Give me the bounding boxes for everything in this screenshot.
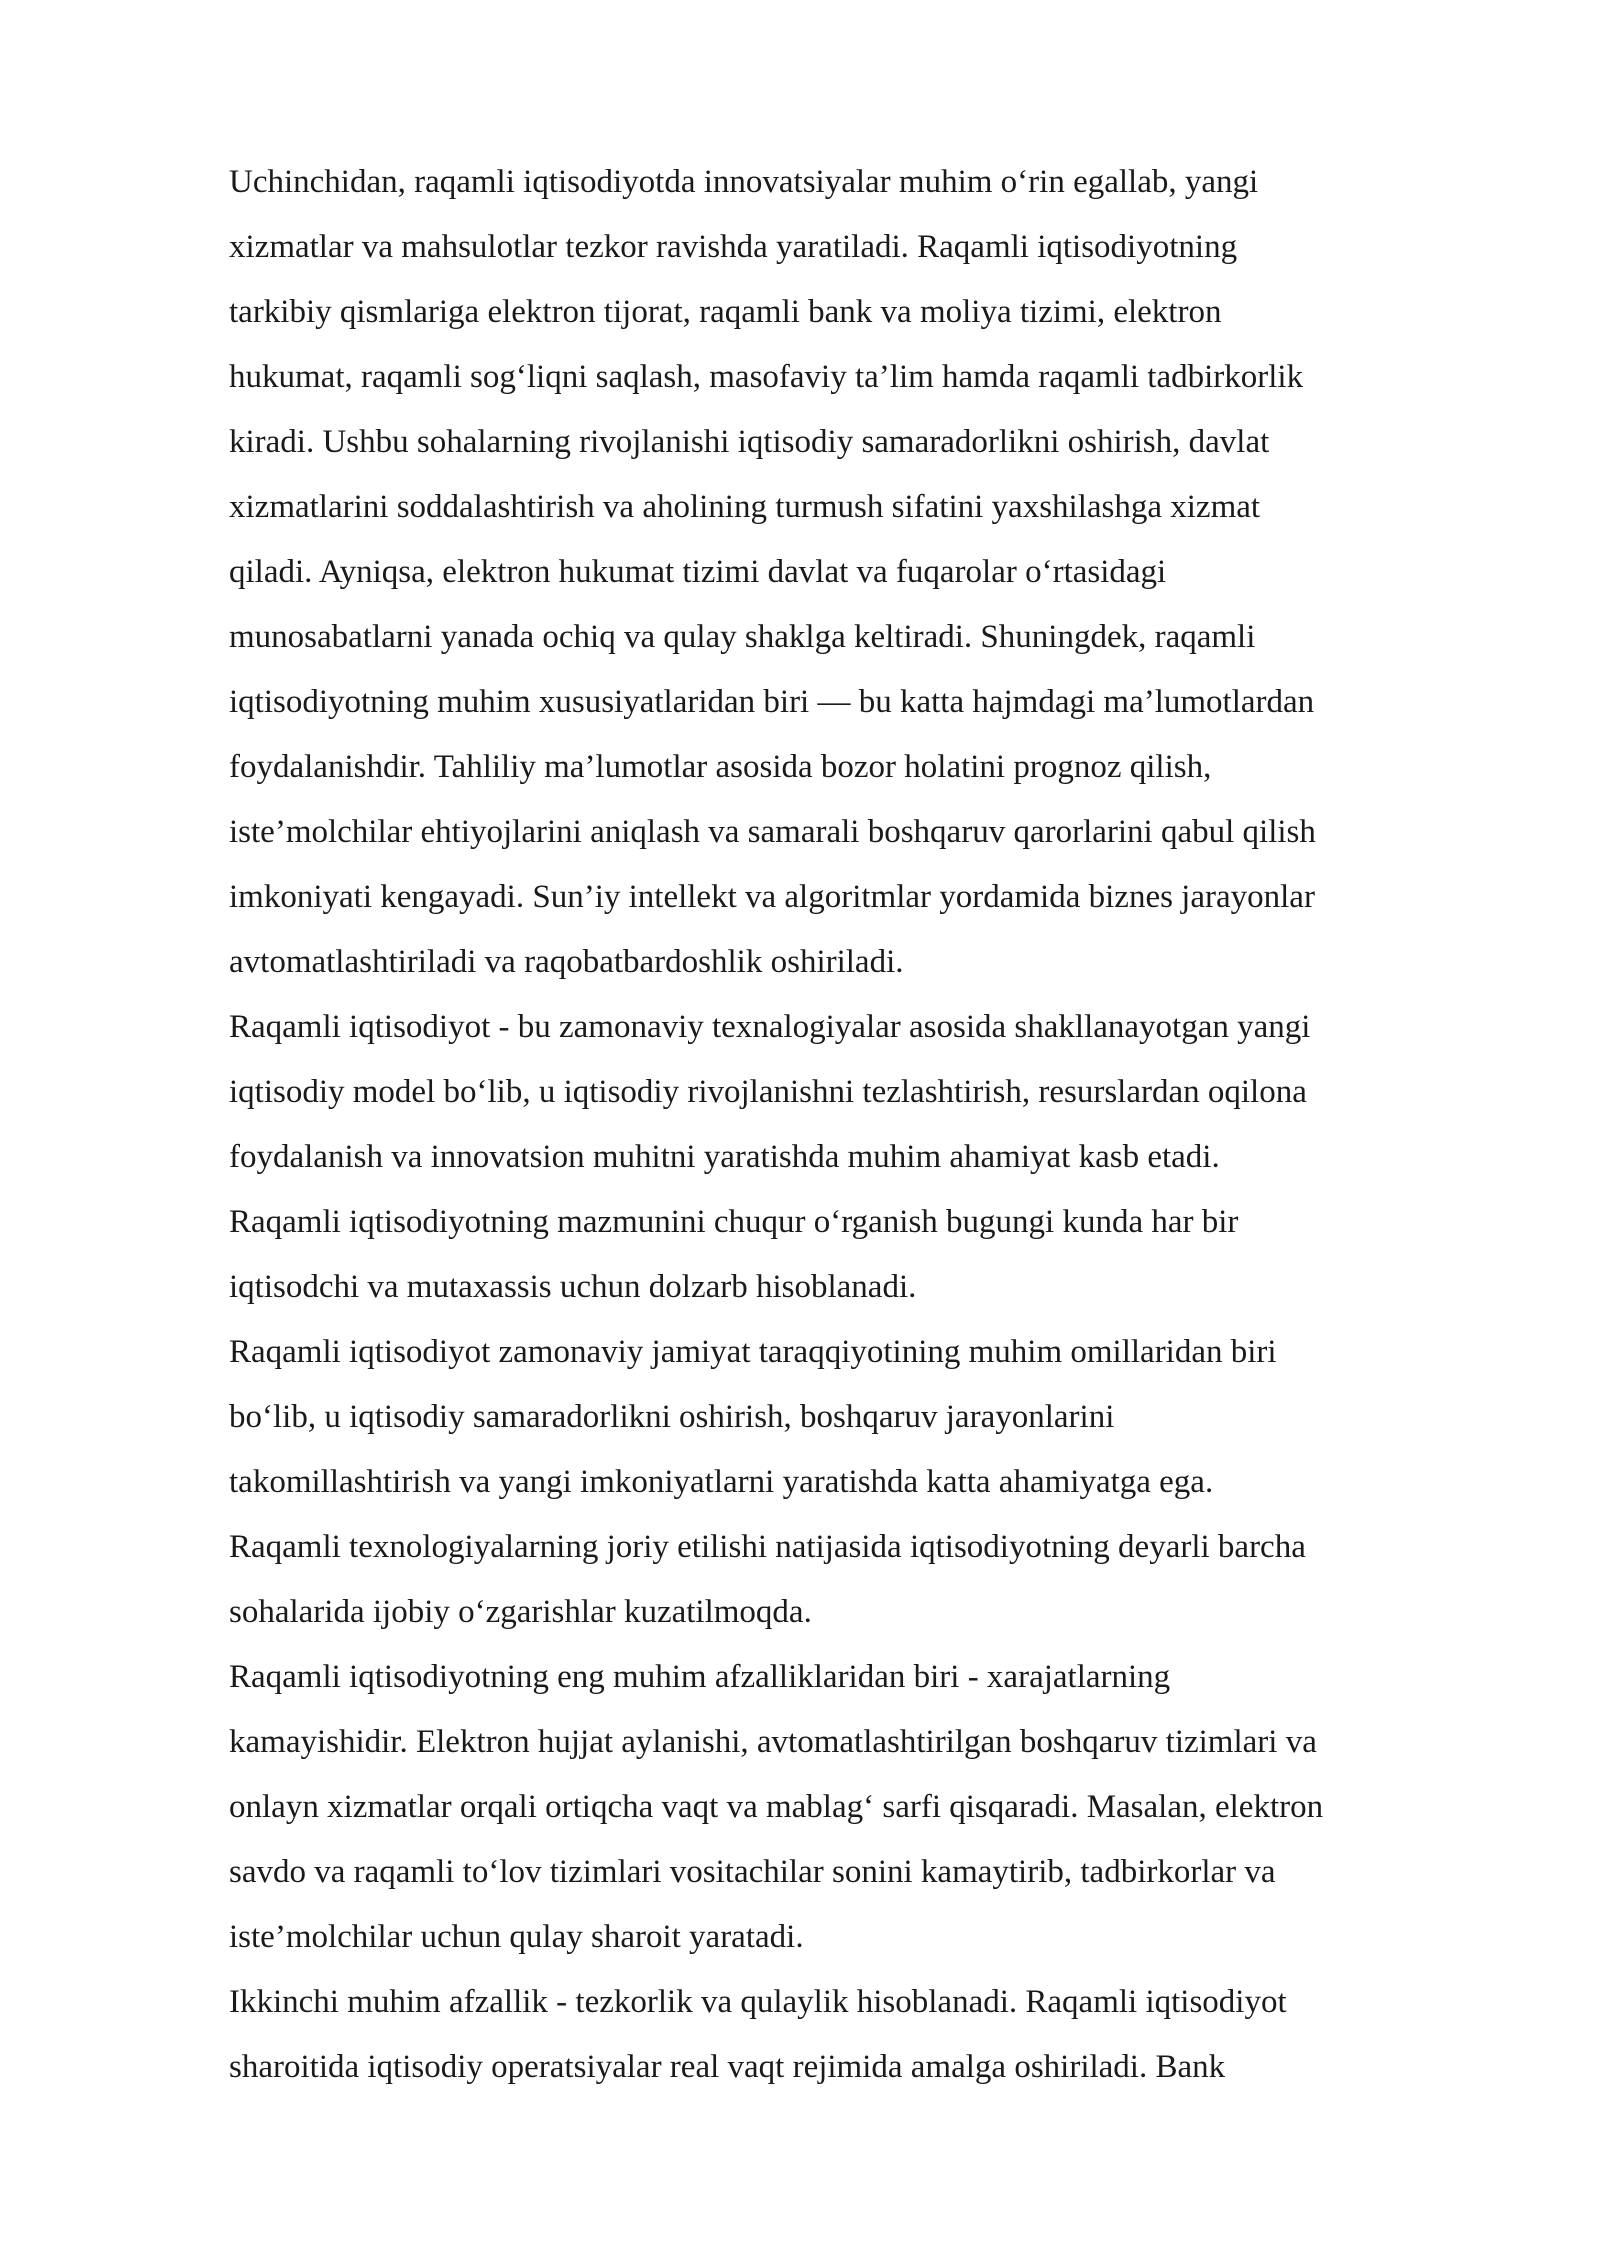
text-line: Raqamli iqtisodiyot zamonaviy jamiyat taraqqiyotining muhim omillaridan biri: [229, 1334, 1277, 1370]
text-line: iqtisodchi va mutaxassis uchun dolzarb hisoblanadi.: [229, 1269, 917, 1305]
text-line: onlayn xizmatlar orqali ortiqcha vaqt va mablag‘ sarfi qisqaradi. Masalan, elektron: [229, 1789, 1324, 1825]
text-line: sharoitida iqtisodiy operatsiyalar real vaqt rejimida amalga oshiriladi. Bank: [229, 2049, 1226, 2085]
text-line: Raqamli iqtisodiyotning eng muhim afzalliklaridan biri - xarajatlarning: [229, 1659, 1171, 1695]
text-line: kamayishidir. Elektron hujjat aylanishi, avtomatlashtirilgan boshqaruv tizimlari va: [229, 1724, 1317, 1760]
text-line: xizmatlarini soddalashtirish va aholining turmush sifatini yaxshilashga xizmat: [229, 489, 1261, 525]
text-line: avtomatlashtiriladi va raqobatbardoshlik oshiriladi.: [229, 944, 904, 980]
text-line: iqtisodiyotning muhim xususiyatlaridan biri — bu katta hajmdagi ma’lumotlardan: [229, 684, 1315, 720]
text-line: sohalarida ijobiy o‘zgarishlar kuzatilmoqda.: [229, 1594, 812, 1630]
text-line: Ikkinchi muhim afzallik - tezkorlik va qulaylik hisoblanadi. Raqamli iqtisodiyot: [229, 1984, 1287, 2020]
text-line: Raqamli iqtisodiyot - bu zamonaviy texnalogiyalar asosida shakllanayotgan yangi: [229, 1009, 1311, 1045]
text-line: hukumat, raqamli sog‘liqni saqlash, masofaviy ta’lim hamda raqamli tadbirkorlik: [229, 359, 1304, 395]
text-line: foydalanishdir. Tahliliy ma’lumotlar asosida bozor holatini prognoz qilish,: [229, 749, 1212, 785]
text-line: imkoniyati kengayadi. Sun’iy intellekt va algoritmlar yordamida biznes jarayonlar: [229, 879, 1315, 915]
text-line: munosabatlarni yanada ochiq va qulay shaklga keltiradi. Shuningdek, raqamli: [229, 619, 1256, 655]
text-line: iqtisodiy model bo‘lib, u iqtisodiy rivojlanishni tezlashtirish, resurslardan oqilona: [229, 1074, 1307, 1110]
text-line: Raqamli texnologiyalarning joriy etilishi natijasida iqtisodiyotning deyarli barcha: [229, 1529, 1306, 1565]
text-line: Uchinchidan, raqamli iqtisodiyotda innovatsiyalar muhim o‘rin egallab, yangi: [229, 164, 1259, 200]
text-line: bo‘lib, u iqtisodiy samaradorlikni oshirish, boshqaruv jarayonlarini: [229, 1399, 1115, 1435]
text-line: takomillashtirish va yangi imkoniyatlarni yaratishda katta ahamiyatga ega.: [229, 1464, 1214, 1500]
body-text: [229, 150, 1491, 2100]
text-line: foydalanish va innovatsion muhitni yaratishda muhim ahamiyat kasb etadi.: [229, 1139, 1220, 1175]
text-line: xizmatlar va mahsulotlar tezkor ravishda yaratiladi. Raqamli iqtisodiyotning: [229, 229, 1238, 265]
text-line: qiladi. Ayniqsa, elektron hukumat tizimi davlat va fuqarolar o‘rtasidagi: [229, 554, 1167, 590]
text-line: Raqamli iqtisodiyotning mazmunini chuqur o‘rganish bugungi kunda har bir: [229, 1204, 1239, 1240]
text-line: iste’molchilar ehtiyojlarini aniqlash va samarali boshqaruv qarorlarini qabul qilish: [229, 814, 1316, 850]
text-line: savdo va raqamli to‘lov tizimlari vositachilar sonini kamaytirib, tadbirkorlar va: [229, 1854, 1276, 1890]
text-line: kiradi. Ushbu sohalarning rivojlanishi iqtisodiy samaradorlikni oshirish, davlat: [229, 424, 1270, 460]
text-line: iste’molchilar uchun qulay sharoit yaratadi.: [229, 1919, 804, 1955]
text-line: tarkibiy qismlariga elektron tijorat, raqamli bank va moliya tizimi, elektron: [229, 294, 1222, 330]
